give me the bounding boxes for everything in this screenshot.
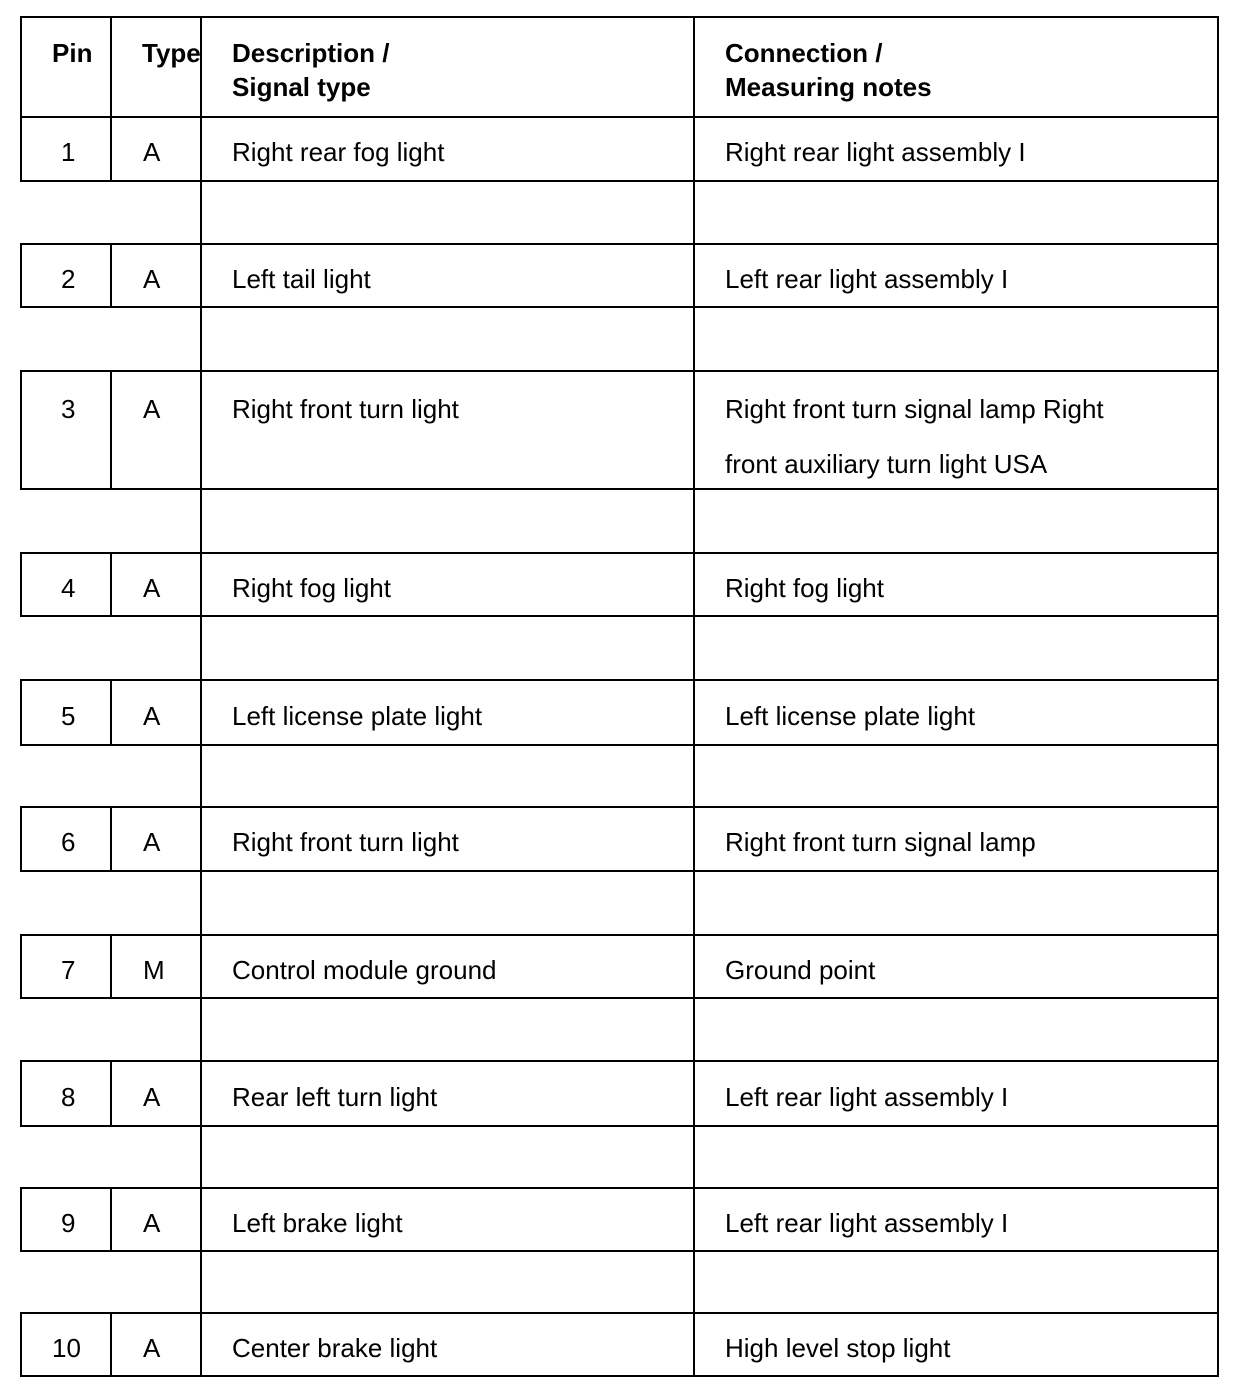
row-pin: 4 <box>61 573 76 603</box>
grid-line-col-type-right <box>200 16 202 1375</box>
grid-line-row-top <box>20 1312 1219 1314</box>
grid-line-row-bottom <box>20 744 1219 746</box>
row-type: A <box>143 1208 161 1238</box>
grid-line-row-bottom <box>20 997 1219 999</box>
row-connection: Right front turn signal lamp <box>725 827 1036 857</box>
row-pin: 1 <box>61 137 76 167</box>
grid-line-left-header <box>20 16 22 116</box>
grid-line-row-pin-divider <box>110 552 112 615</box>
grid-line-row-pin-divider <box>110 116 112 180</box>
row-description: Left license plate light <box>232 701 483 731</box>
row-type: A <box>143 137 161 167</box>
grid-line-row-pin-divider <box>110 1187 112 1250</box>
row-pin: 5 <box>61 701 76 731</box>
grid-line-row-pin-divider <box>110 243 112 306</box>
grid-line-row-bottom <box>20 1250 1219 1252</box>
row-type: M <box>143 955 165 985</box>
row-description: Right front turn light <box>232 394 459 424</box>
row-connection: Left rear light assembly I <box>725 1208 1009 1238</box>
row-type: A <box>143 394 161 424</box>
grid-line-row-bottom <box>20 1125 1219 1127</box>
grid-line-row-left <box>20 1312 22 1375</box>
row-pin: 10 <box>52 1333 81 1363</box>
row-pin: 8 <box>61 1082 76 1112</box>
row-connection: Left rear light assembly I <box>725 1082 1009 1112</box>
grid-line-row-left <box>20 552 22 615</box>
row-connection: Right fog light <box>725 573 884 603</box>
grid-line-row-pin-divider <box>110 1060 112 1125</box>
row-description: Control module ground <box>232 955 497 985</box>
grid-line-row-left <box>20 679 22 744</box>
grid-line-row-top <box>20 1060 1219 1062</box>
grid-line-col-pin-header <box>110 16 112 116</box>
grid-line-row-bottom <box>20 1375 1219 1377</box>
grid-line-row-bottom <box>20 870 1219 872</box>
header-connection-line1: Connection / <box>725 38 883 68</box>
row-pin: 2 <box>61 264 76 294</box>
grid-line-row-top <box>20 679 1219 681</box>
grid-line-row-bottom <box>20 180 1219 182</box>
grid-line-row-left <box>20 116 22 180</box>
grid-line-row-top <box>20 1187 1219 1189</box>
row-pin: 6 <box>61 827 76 857</box>
header-connection-line2: Measuring notes <box>725 72 932 102</box>
row-connection: front auxiliary turn light USA <box>725 449 1048 479</box>
grid-line-row-left <box>20 370 22 488</box>
header-pin: Pin <box>52 38 93 68</box>
grid-line-col-desc-right <box>693 16 695 1375</box>
grid-line-row-top <box>20 116 1219 118</box>
grid-line-row-left <box>20 243 22 306</box>
grid-line-row-top <box>20 934 1219 936</box>
row-description: Right front turn light <box>232 827 459 857</box>
row-connection: Left license plate light <box>725 701 976 731</box>
row-description: Right rear fog light <box>232 137 445 167</box>
grid-line-row-left <box>20 806 22 870</box>
row-description: Center brake light <box>232 1333 438 1363</box>
row-connection: Ground point <box>725 955 876 985</box>
grid-line-row-bottom <box>20 488 1219 490</box>
row-description: Right fog light <box>232 573 391 603</box>
row-type: A <box>143 573 161 603</box>
grid-line-row-pin-divider <box>110 806 112 870</box>
row-type: A <box>143 1333 161 1363</box>
grid-line-row-top <box>20 370 1219 372</box>
grid-line-row-left <box>20 1187 22 1250</box>
grid-line-row-pin-divider <box>110 370 112 488</box>
row-connection: Right front turn signal lamp Right <box>725 394 1104 424</box>
grid-line-row-bottom <box>20 615 1219 617</box>
header-description-line2: Signal type <box>232 72 371 102</box>
grid-line-row-left <box>20 1060 22 1125</box>
row-type: A <box>143 1082 161 1112</box>
grid-line-row-top <box>20 552 1219 554</box>
header-description-line1: Description / <box>232 38 390 68</box>
row-connection: High level stop light <box>725 1333 951 1363</box>
row-type: A <box>143 827 161 857</box>
grid-line-row-left <box>20 934 22 997</box>
row-pin: 9 <box>61 1208 76 1238</box>
grid-line-row-pin-divider <box>110 679 112 744</box>
row-pin: 3 <box>61 394 76 424</box>
row-description: Rear left turn light <box>232 1082 438 1112</box>
grid-line-row-pin-divider <box>110 1312 112 1375</box>
row-type: A <box>143 701 161 731</box>
grid-line-right-edge <box>1217 16 1219 1375</box>
grid-line-row-top <box>20 243 1219 245</box>
row-description: Left tail light <box>232 264 371 294</box>
row-pin: 7 <box>61 955 76 985</box>
row-type: A <box>143 264 161 294</box>
row-connection: Left rear light assembly I <box>725 264 1009 294</box>
header-type: Type <box>142 38 201 68</box>
grid-line-row-pin-divider <box>110 934 112 997</box>
row-description: Left brake light <box>232 1208 403 1238</box>
grid-line-row-top <box>20 806 1219 808</box>
row-connection: Right rear light assembly I <box>725 137 1026 167</box>
grid-line-row-bottom <box>20 306 1219 308</box>
